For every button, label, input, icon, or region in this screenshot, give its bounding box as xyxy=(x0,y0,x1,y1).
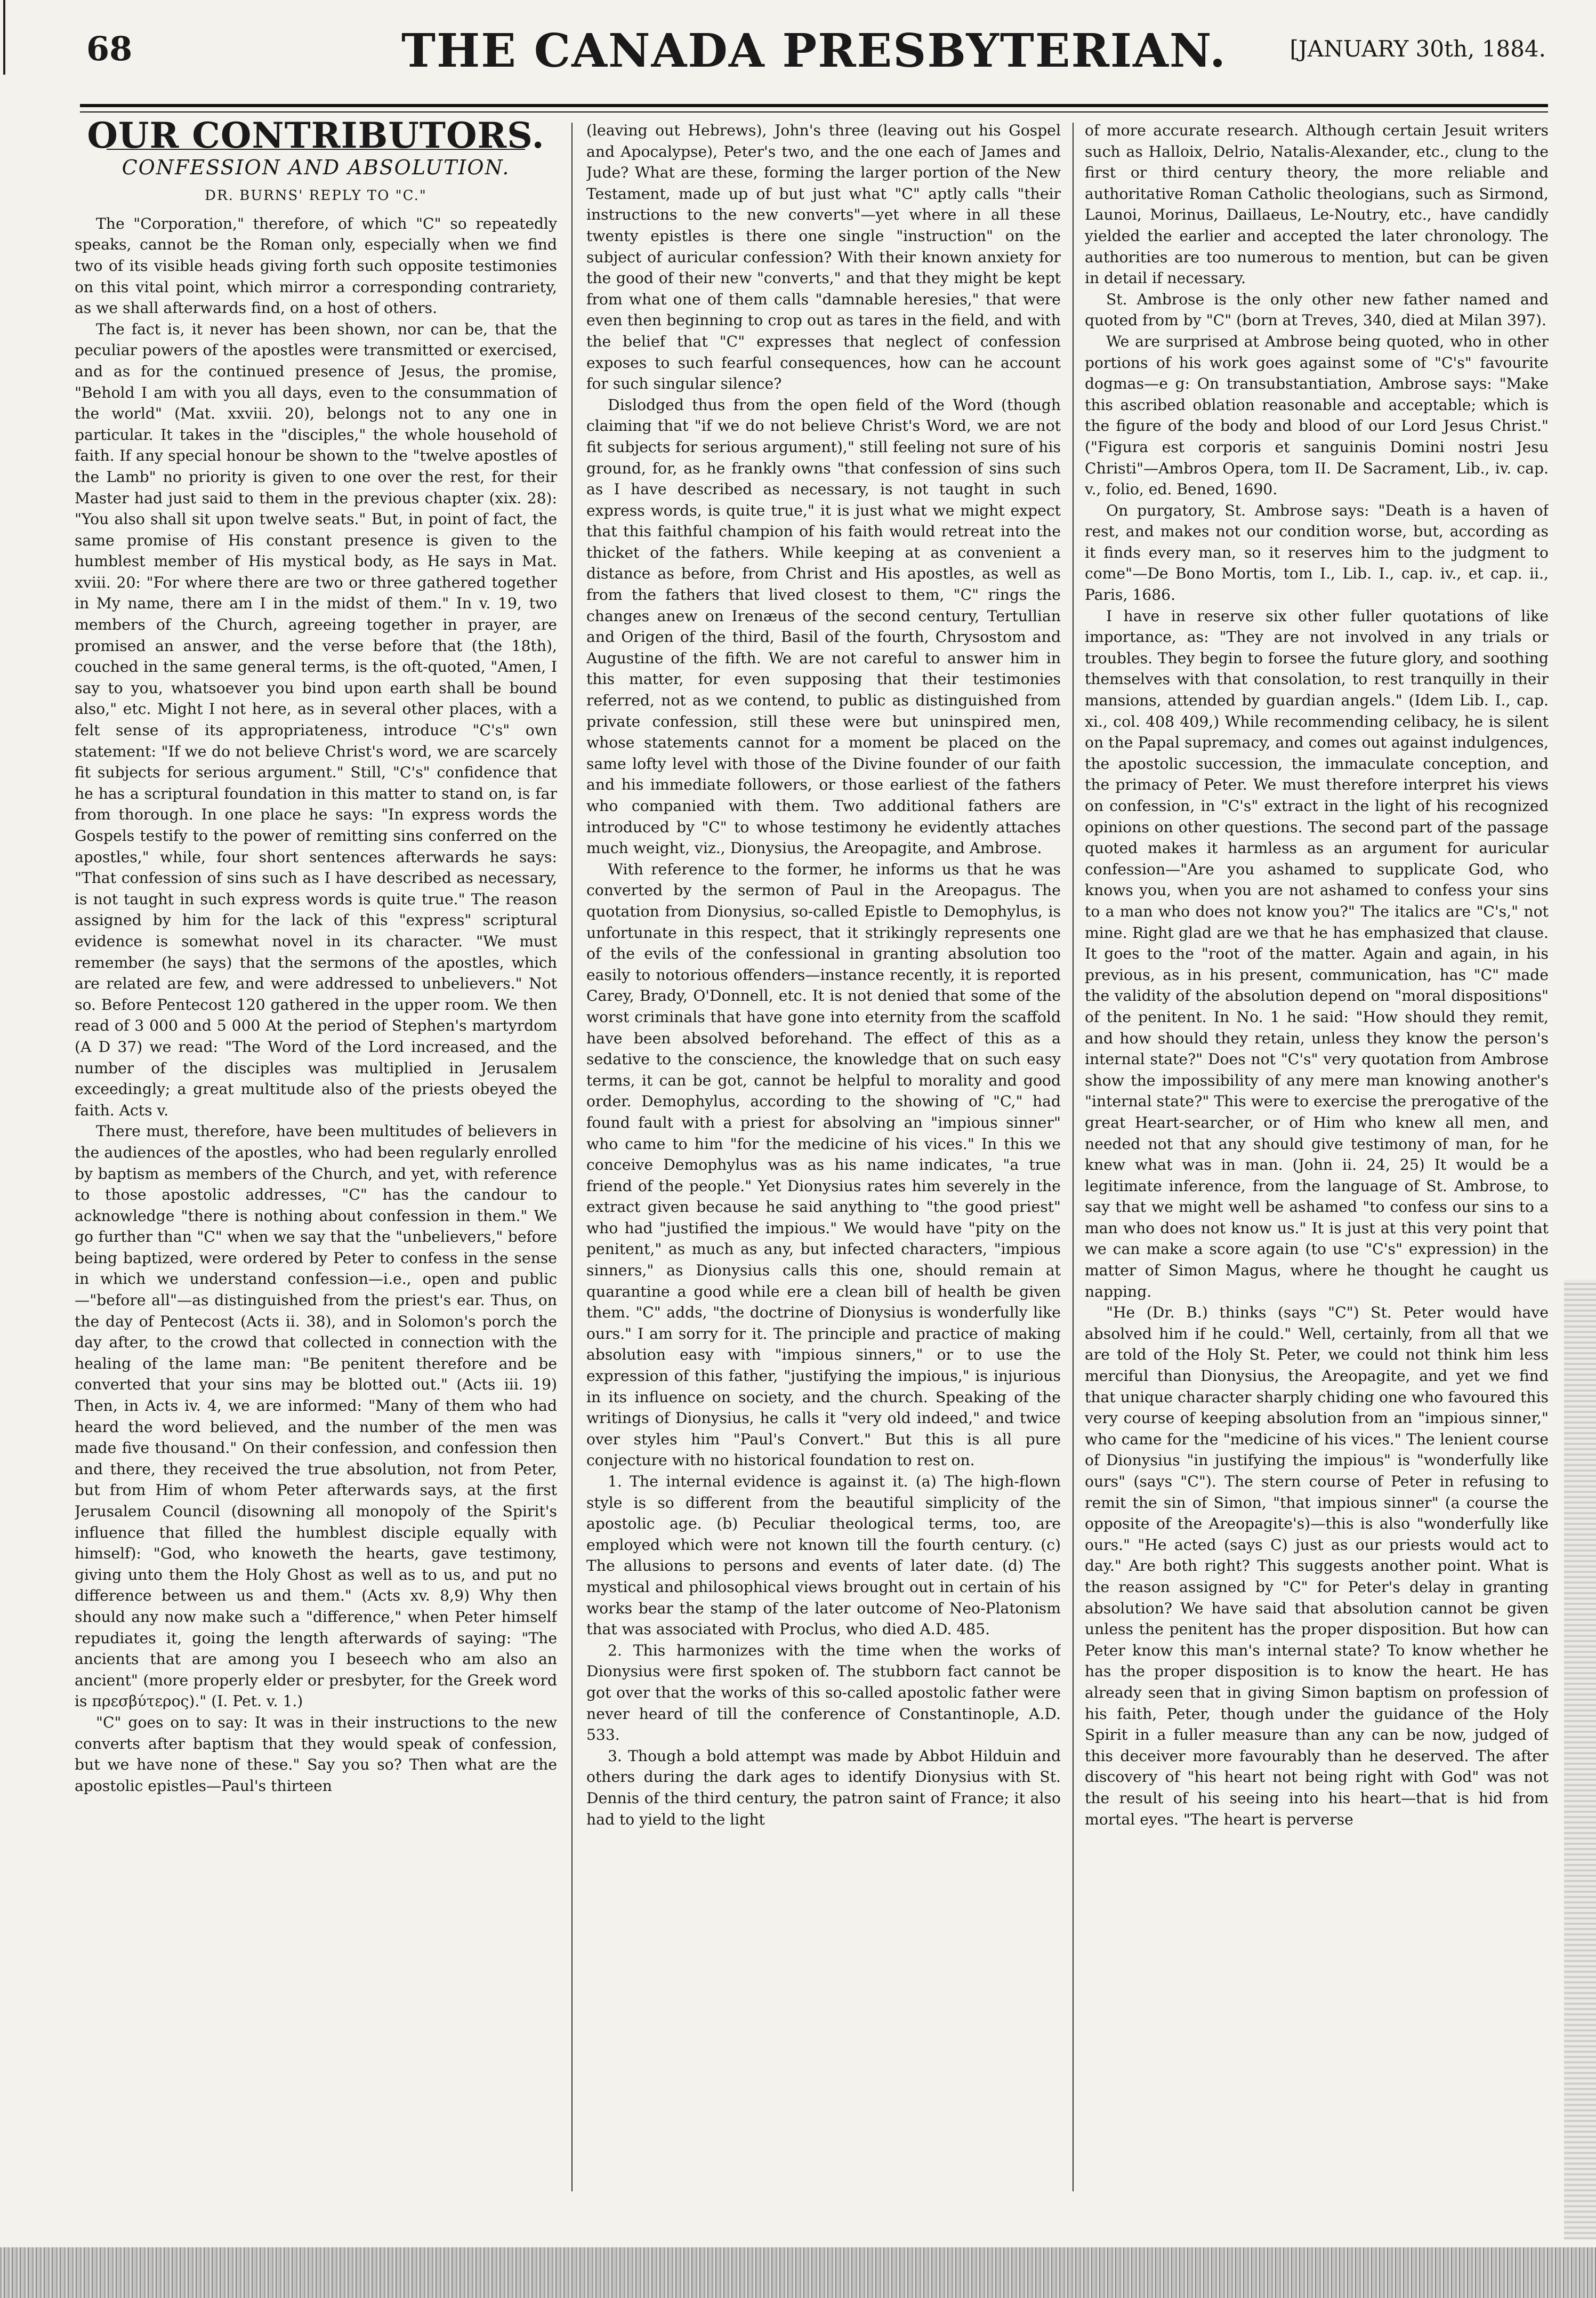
paragraph: We are surprised at Ambrose being quoted, who in other portions of his work goes against some of "C's" favourite dogmas—e g: On transubstantiation, Ambrose says: "Make this ascribed oblation reasonable and acceptable; which is the figure of the body and blood of our Lord Jesus Christ." ("Figura est corporis et sanguinis Domini nostri Jesu Christi"—Ambros Opera, tom II. De Sacrament, Lib., iv. cap. v., folio, ed. Bened, 1690. xyxy=(1085,332,1549,499)
issue-date: [JANUARY 30th, 1884. xyxy=(1289,36,1546,62)
page-number: 68 xyxy=(86,29,133,68)
paragraph: The "Corporation," therefore, of which "C" so repeatedly speaks, cannot be the Roman only, especially when we find two of its visible heads giving forth such opposite testimonies on this vital point, which mirror a corresponding contrariety, as we shall afterwards find, on a host of others. xyxy=(75,214,557,317)
column-3 xyxy=(1085,120,1549,2199)
scan-bottom-strip xyxy=(0,2247,1596,2298)
paragraph: There must, therefore, have been multitudes of believers in the audiences of the apostles, who had been regularly enrolled by baptism as members of the Church, and yet, with reference to those apostolic addresses, "C" has the candour to acknowledge "there is nothing about confession in them." We go further than "C" when we say that the "unbelievers," before being baptized, were ordered by Peter to confess in the sense in which we understand confession—i.e., open and public—"before all"—as distinguished from the priest's ear. Thus, on the day of Pentecost (Acts ii. 38), and in Solomon's porch the day after, to the crowd that collected in connection with the healing of the lame man: "Be penitent therefore and be converted that your sins may be blotted out." (Acts iii. 19) Then, in Acts iv. 4, we are informed: "Many of them who had heard the word believed, and the number of the men was made five thousand." On their confession, and confession then and there, they received the true absolution, not from Peter, but from Him of whom Peter afterwards says, at the first Jerusalem Council (disowning all monopoly of the Spirit's influence that filled the humblest disciple equally with himself): "God, who knoweth the hearts, gave testimony, giving unto them the Holy Ghost as well as to us, and put no difference between us and them." (Acts xv. 8,9) Why then should any now make such a "difference," when Peter himself repudiates it, going the length afterwards of saying: "The ancients that are among you I beseech who am also an ancient" (more properly elder or presbyter, for the Greek word is πρεσβύτερος)." (I. Pet. v. 1.) xyxy=(75,1122,557,1710)
scan-edge-mark xyxy=(3,0,5,75)
paragraph: I have in reserve six other fuller quotations of like importance, as: "They are not involved in any trials or troubles. They begin to forsee the future glory, and soothing themselves with that consolation, to rest tranquilly in their mansions, attended by guardian angels." (Idem Lib. I., cap. xi., col. 408 409,) While recommending celibacy, he is silent on the Papal supremacy, and comes out against indulgences, the apostolic succession, the immaculate conception, and the primacy of Peter. We must therefore interpret his views on confession, in "C's" extract in the light of his recognized opinions on other questions. The second part of the passage quoted makes it harmless as an argument for auricular confession—"Are you ashamed to supplicate God, who knows you, when you are not ashamed to confess your sins to a man who does not know you?" The italics are "C's," not mine. Right glad are we that he has emphasized that clause. It goes to the "root of the matter. Again and again, in his previous, as in his present, communication, has "C" made the validity of the absolution depend on "moral dispositions" of the penitent. In No. 1 he said: "How should they remit, and how should they retain, unless they know the person's internal state?" Does not "C's" very quotation from Ambrose show the impossibility of any mere man knowing another's "internal state?" This were to exercise the prerogative of the great Heart-searcher, or of Him who knew all men, and needed not that any should give testimony of man, for he knew what was in man. (John ii. 24, 25) It would be a legitimate inference, from the language of St. Ambrose, to say that we might well be ashamed "to confess our sins to a man who does not know us." It is just at this very point that we can make a score again (to use "C's" expression) in the matter of Simon Magus, where he thought he caught us napping. xyxy=(1085,607,1549,1300)
article-byline: DR. BURNS' REPLY TO "C." xyxy=(205,188,427,204)
paragraph: "C" goes on to say: It was in their instructions to the new converts after baptism that they would speak of confession, but we have none of these." Say you so? Then what are the apostolic epistles—Paul's thirteen xyxy=(75,1713,557,1795)
paragraph: St. Ambrose is the only other new father named and quoted from by "C" (born at Treves, 340, died at Milan 397). xyxy=(1085,290,1549,330)
paragraph: With reference to the former, he informs us that he was converted by the sermon of Paul in the Areopagus. The quotation from Dionysius, so-called Epistle to Demophylus, is unfortunate in this respect, that it strikingly represents one of the evils of the confessional in granting absolution too easily to notorious offenders—instance recently, it is reported Carey, Brady, O'Donnell, etc. It is not denied that some of the worst criminals that have gone into eternity from the scaffold have been absolved beforehand. The effect of this as a sedative to the conscience, the knowledge that on such easy terms, it can be got, cannot be helpful to morality and good order. Demophylus, according to the showing of "C," had found fault with a priest for absolving an "impious sinner" who came to him "for the medicine of his vices." In this we conceive Demophylus was as his name indicates, "a true friend of the people." Yet Dionysius rates him severely in the extract given because he said anything to "the good priest" who had "justified the impious." We would have "pity on the penitent," as much as any, but infected characters, "impious sinners," as Dionysius calls this one, should remain at quarantine a good while ere a clean bill of health be given them. "C" adds, "the doctrine of Dionysius is wonderfully like ours." I am sorry for it. The principle and practice of making absolution easy with "impious sinners," or to use the expression of this father, "justifying the impious," is injurious in its influence on society, and the church. Speaking of the writings of Dionysius, he calls it "very old indeed," and twice over styles him "Paul's Convert." But this is all pure conjecture with no historical foundation to rest on. xyxy=(586,860,1061,1469)
column-1 xyxy=(75,120,557,2199)
column-2 xyxy=(586,120,1061,2199)
paragraph: 1. The internal evidence is against it. (a) The high-flown style is so different from the beautiful simplicity of the apostolic age. (b) Peculiar theological terms, too, are employed which were not known till the fourth century. (c) The allusions to persons and events of later date. (d) The mystical and philosophical views brought out in certain of his works bear the stamp of the later outcome of Neo-Platonism that was associated with Proclus, who died A.D. 485. xyxy=(586,1473,1061,1638)
column-divider xyxy=(571,123,573,2191)
paragraph: 3. Though a bold attempt was made by Abbot Hilduin and others during the dark ages to identify Dionysius with St. Dennis of the third century, the patron saint of France; it also had to yield to the light xyxy=(586,1747,1061,1828)
paragraph: (leaving out Hebrews), John's three (leaving out his Gospel and Apocalypse), Peter's two, and the one each of James and Jude? What are these, forming the larger portion of the New Testament, made up of but just what "C" aptly calls "their instructions to the new converts"—yet where in all these twenty epistles is there one single "instruction" on the subject of auricular confession? With their known anxiety for the good of their new "converts," and that they might be kept from what one of them calls "damnable heresies," that were even then beginning to crop out as tares in the field, and with the belief that "C" expresses that neglect of confession exposes to such fearful consequences, how can he account for such singular silence? xyxy=(586,122,1061,393)
article-title: CONFESSION AND ABSOLUTION. xyxy=(122,155,510,179)
paragraph: 2. This harmonizes with the time when the works of Dionysius were first spoken of. The stubborn fact cannot be got over that the works of this so-called apostolic father were never heard of till the conference of Constantinople, A.D. 533. xyxy=(586,1641,1061,1744)
paragraph: of more accurate research. Although certain Jesuit writers such as Halloix, Delrio, Natalis-Alexander, etc., clung to the first or third century theory, the more reliable and authoritative Roman Catholic theologians, such as Sirmond, Launoi, Morinus, Daillaeus, Le-Noutry, etc., have candidly yielded the earlier and accepted the later chronology. The authorities are too numerous to mention, but can be given in detail if necessary. xyxy=(1085,122,1549,287)
paragraph: "He (Dr. B.) thinks (says "C") St. Peter would have absolved him if he could." Well, certainly, from all that we are told of the Holy St. Peter, we could not think him less merciful than Dionysius, the Areopagite, and yet we find that unique character sharply chiding one who favoured this very course of keeping absolution from an "impious sinner," who came for the "medicine of his vices." The lenient course of Dionysius "in justifying the impious" is "wonderfully like ours" (says "C"). The stern course of Peter in refusing to remit the sin of Simon, "that impious sinner" (a course the opposite of the Areopagite's)—this is also "wonderfully like ours." "He acted (says C) just as our priests would act to day." Are both right? This suggests another point. What is the reason assigned by "C" for Peter's delay in granting absolution? We have said that absolution cannot be given unless the penitent has the proper disposition. But how can Peter know this man's internal state? To know whether he has the proper disposition is to know the heart. He has already seen that in giving Simon baptism on profession of his faith, Peter, though under the guidance of the Holy Spirit in a fuller measure than any can be now, judged of this deceiver more favourably than he deserved. The after discovery of "his heart not being right with God" was not the result of his seeing into his heart—that is hid from mortal eyes. "The heart is perverse xyxy=(1085,1304,1549,1828)
masthead-rule-thin xyxy=(80,111,1548,113)
paragraph: Dislodged thus from the open field of the Word (though claiming that "if we do not believe Christ's Word, we are not fit subjects for serious argument)," still feeling not sure of his ground, for, as he frankly owns "that confession of sins such as I have described as necessary, is not taught in such express words, is quite true," it is just what we might expect that this faithful champion of his faith would retreat into the thicket of the fathers. While keeping at as convenient a distance as before, from Christ and His apostles, as well as from the fathers that lived closest to them, "C" rings the changes anew on Irenæus of the second century, Tertullian and Origen of the third, Basil of the fourth, Chrysostom and Augustine of the fifth. We are not careful to answer him in this matter, for even supposing that their testimonies referred, not as we contend, to public as distinguished from private confession, still these were but uninspired men, whose statements cannot for a moment be placed on the same lofty level with those of the Divine founder of our faith and his immediate followers, or those earliest of the fathers who companied with them. Two additional fathers are introduced by "C" to whose testimony he evidently attaches much weight, viz., Dionysius, the Areopagite, and Ambrose. xyxy=(586,396,1061,857)
section-heading: OUR CONTRIBUTORS. xyxy=(87,120,545,156)
scan-edge-noise xyxy=(1564,1280,1596,2239)
masthead xyxy=(80,24,1548,93)
paragraph: On purgatory, St. Ambrose says: "Death is a haven of rest, and makes not our condition worse, but, according as it finds every man, so it reserves him to the judgment to come"—De Bono Mortis, tom I., Lib. I., cap. iv., et cap. ii., Paris, 1686. xyxy=(1085,501,1549,604)
column-divider xyxy=(1073,123,1074,2191)
paragraph: The fact is, it never has been shown, nor can be, that the peculiar powers of the apostles were transmitted or exercised, and as for the continued presence of Jesus, the promise, "Behold I am with you all days, even to the consummation of the world" (Mat. xxviii. 20), belongs not to any one in particular. It takes in the "disciples," the whole household of faith. If any special honour be shown to the "twelve apostles of the Lamb" no priority is given to one over the rest, for their Master had just said to them in the previous chapter (xix. 28): "You also shall sit upon twelve seats." But, in point of fact, the same promise of His constant presence is given to the humblest member of His mystical body, as He says in Mat. xviii. 20: "For where there are two or three gathered together in My name, there am I in the midst of them." In v. 19, two members of the Church, agreeing together in prayer, are promised an answer, and the verse before that (the 18th), couched in the same general terms, is the oft-quoted, "Amen, I say to you, whatsoever you bind upon earth shall be bound also," etc. Might I not here, as in several other places, with a felt sense of its appropriateness, introduce "C's" own statement: "If we do not believe Christ's word, we are scarcely fit subjects for serious argument." Still, "C's" confidence that he has a scriptural foundation in this matter to stand on, is far from thorough. In one place he says: "In express words the Gospels testify to the power of remitting sins conferred on the apostles," while, four short sentences afterwards he says: "That confession of sins such as I have described as necessary, is not taught in such express words is quite true." The reason assigned by him for the lack of this "express" scriptural evidence is somewhat novel in its character. "We must remember (he says) that the sermons of the apostles, which are related are few, and were addressed to unbelievers." Not so. Before Pentecost 120 gathered in the upper room. We then read of 3 000 and 5 000 At the period of Stephen's martyrdom (A D 37) we read: "The Word of the Lord increased, and the number of the disciples was multiplied in Jerusalem exceedingly; a great multitude also of the priests obeyed the faith. Acts v. xyxy=(75,320,557,1119)
masthead-rule xyxy=(80,104,1548,107)
newspaper-title: THE CANADA PRESBYTERIAN. xyxy=(401,24,1227,78)
